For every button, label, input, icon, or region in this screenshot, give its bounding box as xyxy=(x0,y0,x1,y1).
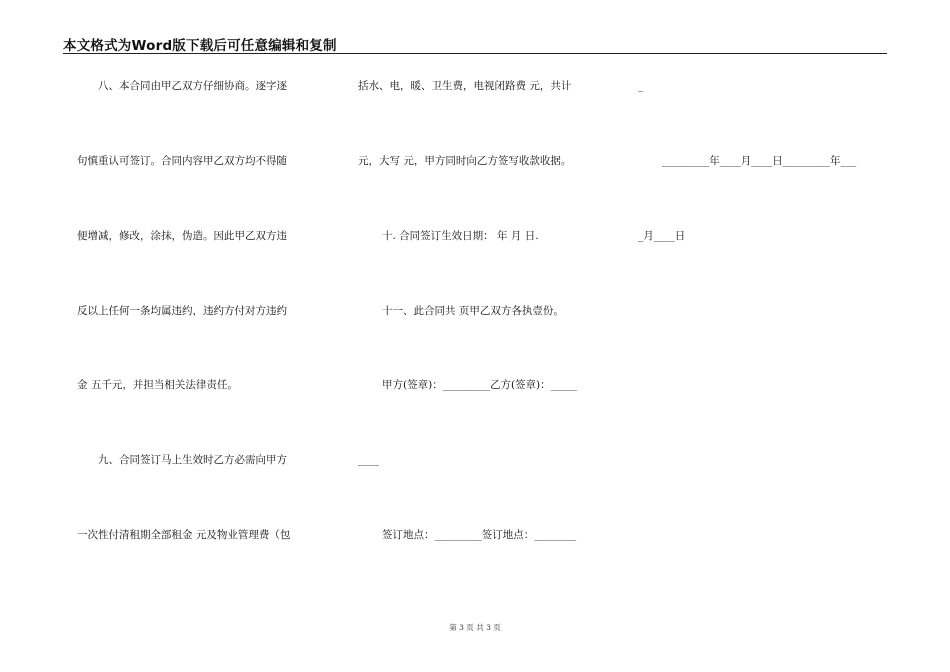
left-line-3: 便增减，修改，涂抹，伪造。因此甲乙双方违 xyxy=(77,230,287,242)
signature-line: 甲方(签章)：_________乙方(签章)：_____ xyxy=(382,379,577,391)
left-line-7: 一次性付清租期全部租金 元及物业管理费（包 xyxy=(77,529,291,541)
left-line-2: 句慎重认可签订。合同内容甲乙双方均不得随 xyxy=(77,155,287,167)
left-line-1: 八、本合同由甲乙双方仔细协商。逐字逐 xyxy=(98,80,287,92)
document-header-title: 本文格式为Word版下载后可任意编辑和复制 xyxy=(63,38,337,54)
header-divider xyxy=(63,53,887,54)
signing-location-line: 签订地点：_________签订地点：________ xyxy=(382,529,577,541)
page-number-footer: 第 3 页 共 3 页 xyxy=(449,623,501,632)
right-line-3: _月____日 xyxy=(638,230,686,242)
middle-line-3: 十. 合同签订生效日期： 年 月 日. xyxy=(382,230,539,242)
middle-blank-line: ____ xyxy=(358,454,379,466)
right-date-line: _________年____月____日_________年___ xyxy=(662,155,857,167)
middle-line-4: 十一、此合同共 页甲乙双方各执壹份。 xyxy=(382,305,564,317)
middle-line-1: 括水、电，暖、卫生费，电视闭路费 元，共计 xyxy=(358,80,572,92)
middle-line-2: 元，大写 元，甲方同时向乙方签写收款收据。 xyxy=(358,155,572,167)
right-line-1: _ xyxy=(638,80,644,92)
left-line-6: 九、合同签订马上生效时乙方必需向甲方 xyxy=(98,454,287,466)
left-line-4: 反以上任何一条均属违约，违约方付对方违约 xyxy=(77,305,287,317)
left-line-5: 金 五千元，并担当相关法律责任。 xyxy=(77,379,238,391)
